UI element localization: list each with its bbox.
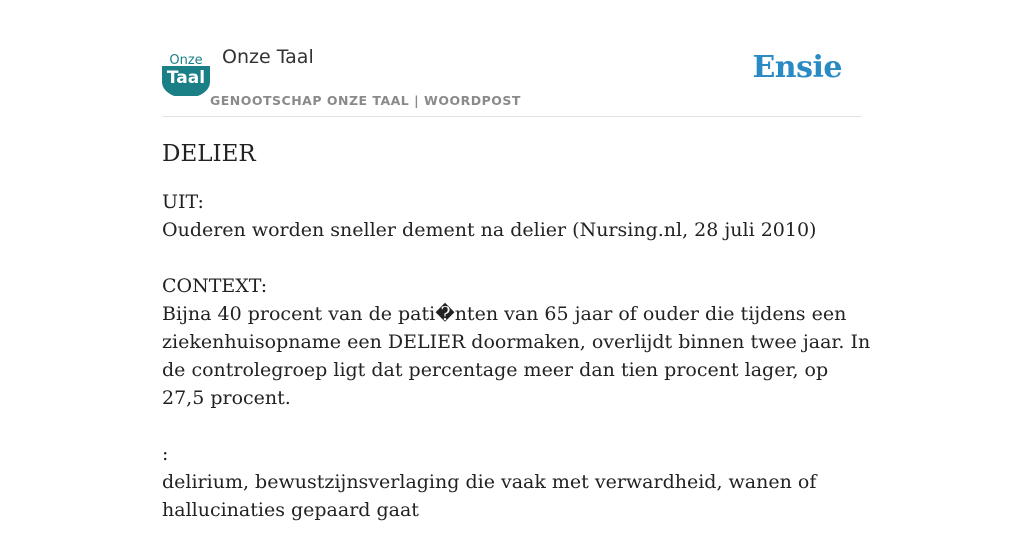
svg-text:Taal: Taal [166,68,206,88]
section-label: : [162,443,169,465]
section-label: UIT: [162,191,204,213]
entry-content [162,138,872,552]
section-text: Bijna 40 procent van de pati�nten van 65 jaar of ouder die tijdens een ziekenhuisopname een DELIER doormaken, overlijdt binnen twee jaar. In de controlegroep ligt dat percentage meer dan tien procent lager, op 27,5 procent. [162,303,871,409]
brand-subtitle: GENOOTSCHAP ONZE TAAL | WOORDPOST [210,93,521,108]
section-label: CONTEXT: [162,275,268,297]
onze-taal-logo[interactable] [162,52,210,96]
brand-name[interactable]: Onze Taal [222,46,314,68]
svg-text:Onze: Onze [169,53,203,68]
site-header [162,44,862,117]
section-text: delirium, bewustzijnsverlaging die vaak met verwardheid, wanen of hallucinaties gepaard gaat [162,471,817,521]
entry-title: DELIER [162,141,256,167]
section-text: Ouderen worden sneller dement na delier (Nursing.nl, 28 juli 2010) [162,219,817,241]
ensie-logo[interactable]: Ensie [752,50,842,85]
section-definition [162,440,872,524]
section-context [162,272,872,412]
section-source [162,188,872,244]
